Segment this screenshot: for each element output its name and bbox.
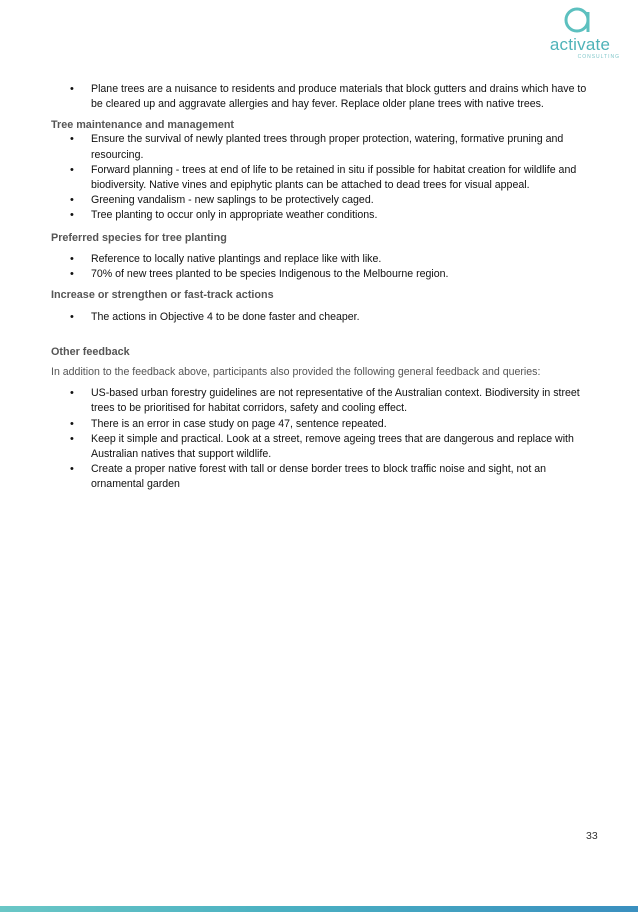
heading-tree-maintenance: Tree maintenance and management [51, 119, 235, 132]
list-item: • Tree planting to occur only in appropriate weather conditions. [51, 208, 596, 223]
tree-maintenance-list [51, 132, 596, 223]
list-item: • There is an error in case study on page 47, sentence repeated. [51, 417, 596, 432]
document-body [51, 82, 596, 493]
list-item: • Greening vandalism - new saplings to be protectively caged. [51, 193, 596, 208]
footer-color-bar [0, 906, 638, 912]
list-item: • Reference to locally native plantings and replace like with like. [51, 252, 596, 267]
other-feedback-list [51, 386, 596, 492]
list-item: • US-based urban forestry guidelines are not representative of the Australian context. Biodiversity in street trees to be prioritised for habitat corridors, safety and cooling effect. [51, 386, 596, 416]
increase-actions-list [51, 310, 596, 325]
other-feedback-intro: In addition to the feedback above, participants also provided the following general feedback and queries: [51, 366, 541, 379]
logo-mark-icon [564, 6, 594, 36]
activate-consulting-logo [540, 6, 620, 58]
list-item: • 70% of new trees planted to be species Indigenous to the Melbourne region. [51, 267, 596, 282]
list-item: • Create a proper native forest with tall or dense border trees to block traffic noise and sight, not an ornamental garden [51, 462, 596, 492]
logo-subtitle: CONSULTING [577, 54, 620, 60]
intro-bullet-list [51, 82, 596, 112]
logo-wordmark: activate [549, 35, 611, 54]
heading-other-feedback: Other feedback [51, 346, 130, 359]
heading-preferred-species: Preferred species for tree planting [51, 231, 227, 244]
list-item: • The actions in Objective 4 to be done faster and cheaper. [51, 310, 596, 325]
list-item: • Keep it simple and practical. Look at a street, remove ageing trees that are dangerous and replace with Australian natives that support wildlife. [51, 432, 596, 462]
page-number: 33 [586, 830, 598, 842]
heading-increase-actions: Increase or strengthen or fast-track actions [51, 289, 274, 302]
preferred-species-list [51, 252, 596, 282]
list-item: • Ensure the survival of newly planted trees through proper protection, watering, formative pruning and resourcing. [51, 132, 596, 162]
list-item: • Plane trees are a nuisance to residents and produce materials that block gutters and drains which have to be cleared up and aggravate allergies and hay fever. Replace older plane trees with native trees. [51, 82, 596, 112]
list-item: • Forward planning - trees at end of life to be retained in situ if possible for habitat creation for wildlife and biodiversity. Native vines and epiphytic plants can be attached to dead trees for visual appeal. [51, 163, 596, 193]
